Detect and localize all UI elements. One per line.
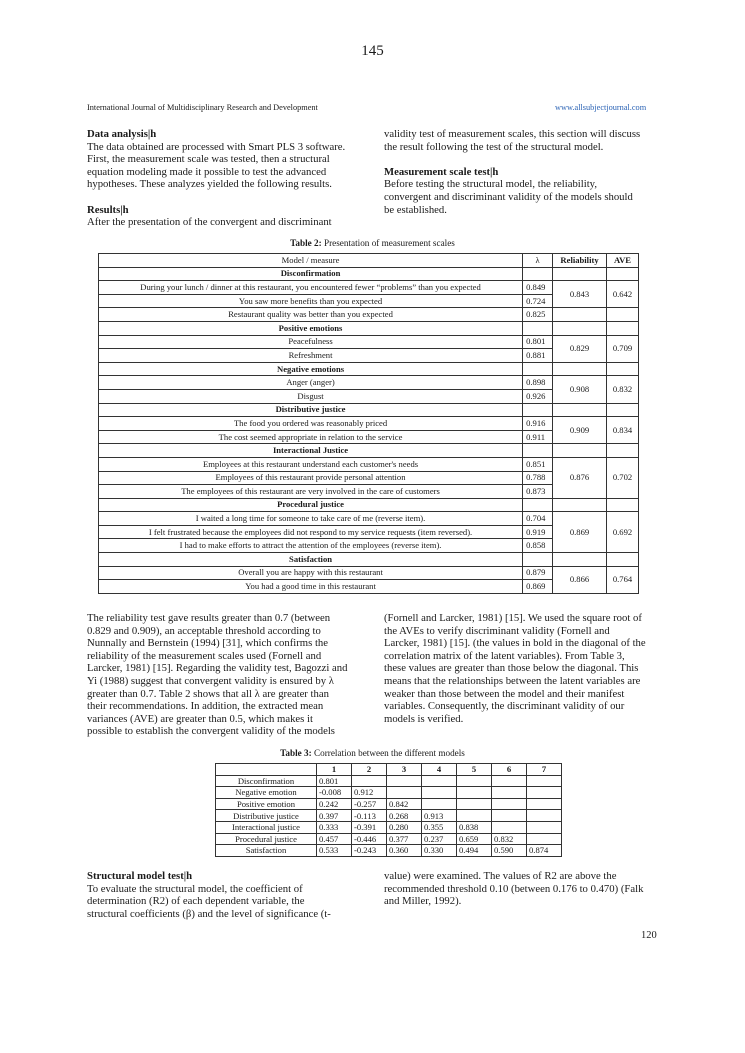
empty-cell [523,362,553,376]
column-top-right [384,128,655,216]
lambda-value: 0.849 [523,281,553,295]
table-row [99,335,639,349]
empty-cell [553,553,607,567]
text-line: After the presentation of the convergent and discriminant [87,216,332,229]
correlation-cell [457,775,492,787]
ave-value: 0.709 [607,335,639,362]
ave-value: 0.702 [607,457,639,498]
correlation-cell: -0.446 [352,833,387,845]
item-text: Employees at this restaurant understand each customer's needs [99,457,523,471]
correlation-cell: 0.533 [317,845,352,857]
text-line: the result following the test of the structural model. [384,140,604,153]
correlation-cell: 0.377 [387,833,422,845]
text-line: structural coefficients (β) and the level of significance (t- [87,907,331,920]
correlation-cell: 0.832 [492,833,527,845]
lambda-value: 0.911 [523,430,553,444]
correlation-cell: 0.360 [387,845,422,857]
column-header: 6 [492,764,527,776]
lambda-value: 0.873 [523,485,553,499]
empty-cell [607,321,639,335]
correlation-cell: 0.494 [457,845,492,857]
ave-value: 0.692 [607,512,639,553]
empty-cell [607,308,639,322]
ave-value: 0.834 [607,417,639,444]
page-number-top: 145 [361,43,384,59]
empty-cell [553,308,607,322]
row-label: Distributive justice [216,810,317,822]
reliability-value: 0.876 [553,457,607,498]
empty-cell [607,362,639,376]
correlation-cell: 0.590 [492,845,527,857]
table-row [216,845,562,857]
correlation-cell [527,775,562,787]
text-line: validity test of measurement scales, this section will discuss [384,128,641,140]
ave-value: 0.832 [607,376,639,403]
table-row [216,787,562,799]
table-row [99,512,639,526]
empty-cell [607,444,639,458]
correlation-cell [527,787,562,799]
header-lambda: λ [523,254,553,268]
section-heading: Results|h [87,203,129,216]
text-line: To evaluate the structural model, the coefficient of [87,882,303,895]
spacer [87,191,359,204]
group-header: Negative emotions [99,362,523,376]
correlation-cell: 0.842 [387,798,422,810]
text-line: 0.829 and 0.909), an acceptable threshold according to [87,624,321,637]
row-label: Negative emotion [216,787,317,799]
column-bottom-right [384,870,655,908]
row-label: Disconfirmation [216,775,317,787]
item-text: You had a good time in this restaurant [99,580,523,594]
spacer [384,153,655,166]
group-header: Disconfirmation [99,267,523,281]
table-row [99,376,639,390]
correlation-cell: 0.268 [387,810,422,822]
column-bottom-left [87,870,359,920]
text-line: correlation matrix of the latent variables). From Table 3, [384,649,625,662]
lambda-value: 0.801 [523,335,553,349]
section-heading: Data analysis|h [87,128,157,140]
text-line: variances (AVE) are greater than 0.5, which makes it [87,712,313,725]
empty-cell [553,444,607,458]
text-line: equation modeling made it possible to test the advanced [87,165,327,178]
text-line: convergent and discriminant validity of the models should [384,190,633,203]
column-header: 5 [457,764,492,776]
text-line: Larcker, 1981) [15]. (the values in bold in the diagonal of the [384,637,646,650]
text-line: Before testing the structural model, the reliability, [384,178,597,191]
row-label: Satisfaction [216,845,317,857]
column-mid-left [87,612,359,738]
lambda-value: 0.898 [523,376,553,390]
text-line: greater than 0.7. Table 2 shows that all λ are greater than [87,687,329,700]
text-line: recommended threshold 0.10 (between 0.176 to 0.470) (Falk [384,882,644,895]
correlation-cell [457,787,492,799]
lambda-value: 0.724 [523,294,553,308]
reliability-value: 0.908 [553,376,607,403]
header-reliability: Reliability [553,254,607,268]
empty-cell [607,267,639,281]
lambda-value: 0.788 [523,471,553,485]
correlation-cell [527,798,562,810]
text-line: Larcker, 1981) [15]. Regarding the validity test, Bagozzi and [87,662,348,675]
correlation-cell: -0.257 [352,798,387,810]
header-ave: AVE [607,254,639,268]
correlation-cell: 0.280 [387,821,422,833]
correlation-cell: 0.874 [527,845,562,857]
correlation-cell: -0.113 [352,810,387,822]
item-text: The employees of this restaurant are very involved in the care of customers [99,485,523,499]
item-text: During your lunch / dinner at this restaurant, you encountered fewer “problems” than you expected [99,281,523,295]
correlation-cell [422,787,457,799]
item-text: Refreshment [99,349,523,363]
correlation-cell [387,775,422,787]
row-label: Interactional justice [216,821,317,833]
text-line: Yi (1988) suggest that convergent validity is ensured by λ [87,674,334,687]
correlation-cell: -0.008 [317,787,352,799]
table2-caption: Table 2: Presentation of measurement scales [290,238,455,248]
item-text: Disgust [99,389,523,403]
column-header: 1 [317,764,352,776]
correlation-cell [492,787,527,799]
row-label: Positive emotion [216,798,317,810]
column-top-left [87,128,359,229]
empty-cell [553,362,607,376]
column-header: 7 [527,764,562,776]
table-row [99,457,639,471]
correlation-cell [422,798,457,810]
column-mid-right [384,612,655,725]
page-number-bottom: 120 [641,930,657,941]
item-text: You saw more benefits than you expected [99,294,523,308]
table-row [99,308,639,322]
correlation-cell: 0.355 [422,821,457,833]
journal-url[interactable]: www.allsubjectjournal.com [555,103,647,112]
table-row [216,798,562,810]
text-line: models is verified. [384,712,464,725]
text-line: (Fornell and Larcker, 1981) [15]. We used the square root of [384,612,642,624]
correlation-cell [492,810,527,822]
correlation-cell: 0.801 [317,775,352,787]
section-heading: Measurement scale test|h [384,165,499,178]
correlation-cell: 0.242 [317,798,352,810]
correlation-cell: -0.243 [352,845,387,857]
group-header: Procedural justice [99,498,523,512]
table-row [99,566,639,580]
item-text: The cost seemed appropriate in relation to the service [99,430,523,444]
text-line: variables. Consequently, the discriminant validity of our [384,700,625,713]
table-row [216,810,562,822]
text-line: reliability of the measurement scales used (Fornell and [87,649,322,662]
header-model: Model / measure [99,254,523,268]
empty-cell [553,267,607,281]
text-line: determination (R2) of each dependent variable, the [87,895,305,908]
reliability-value: 0.829 [553,335,607,362]
reliability-value: 0.869 [553,512,607,553]
empty-cell [523,553,553,567]
empty-cell [523,498,553,512]
lambda-value: 0.825 [523,308,553,322]
lambda-value: 0.704 [523,512,553,526]
text-line: these values are greater than those below the diagonal. This [384,662,639,675]
correlation-cell [352,775,387,787]
item-text: Anger (anger) [99,376,523,390]
empty-cell [523,321,553,335]
correlation-cell: 0.659 [457,833,492,845]
item-text: I felt frustrated because the employees did not respond to my service requests (item reversed). [99,525,523,539]
correlation-cell: 0.333 [317,821,352,833]
text-line: means that the relationships between the latent variables are [384,674,641,687]
empty-cell [523,403,553,417]
table-row [99,281,639,295]
item-text: Employees of this restaurant provide personal attention [99,471,523,485]
text-line: Nunnally and Bernstein (1994) [31], which confirms the [87,637,329,650]
group-header: Interactional Justice [99,444,523,458]
empty-cell [523,444,553,458]
lambda-value: 0.926 [523,389,553,403]
correlation-cell [387,787,422,799]
section-heading: Structural model test|h [87,870,193,882]
measurement-scales-table [98,253,639,594]
text-line: First, the measurement scale was tested, then a structural [87,153,330,166]
row-label: Procedural justice [216,833,317,845]
correlation-cell [492,798,527,810]
corner-cell [216,764,317,776]
text-line: weaker than those between the model and their manifest [384,687,625,700]
correlation-cell [527,833,562,845]
text-line: hypotheses. These analyzes yielded the following results. [87,178,332,191]
text-line: their recommendations. In addition, the extracted mean [87,700,324,713]
table-row [216,821,562,833]
correlation-table [215,763,562,857]
lambda-value: 0.869 [523,580,553,594]
column-header: 2 [352,764,387,776]
empty-cell [607,553,639,567]
lambda-value: 0.879 [523,566,553,580]
lambda-value: 0.858 [523,539,553,553]
table-row [216,833,562,845]
correlation-cell [457,798,492,810]
text-line: possible to establish the convergent validity of the models [87,725,335,738]
text-line: The reliability test gave results greater than 0.7 (between [87,612,331,624]
correlation-cell: 0.397 [317,810,352,822]
correlation-cell [527,810,562,822]
lambda-value: 0.851 [523,457,553,471]
reliability-value: 0.843 [553,281,607,308]
group-header: Positive emotions [99,321,523,335]
lambda-value: 0.881 [523,349,553,363]
correlation-cell: 0.330 [422,845,457,857]
correlation-cell: 0.237 [422,833,457,845]
correlation-cell [527,821,562,833]
item-text: I had to make efforts to attract the attention of the employees (reverse item). [99,539,523,553]
empty-cell [553,321,607,335]
item-text: The food you ordered was reasonably priced [99,417,523,431]
correlation-cell: 0.912 [352,787,387,799]
item-text: Restaurant quality was better than you expected [99,308,523,322]
item-text: Overall you are happy with this restaurant [99,566,523,580]
correlation-cell [457,810,492,822]
table-row [216,775,562,787]
lambda-value: 0.916 [523,417,553,431]
empty-cell [553,498,607,512]
lambda-value: 0.919 [523,525,553,539]
column-header: 3 [387,764,422,776]
correlation-cell: 0.838 [457,821,492,833]
table3-caption: Table 3: Correlation between the different models [280,748,465,758]
table-row [99,417,639,431]
ave-value: 0.642 [607,281,639,308]
correlation-cell: 0.913 [422,810,457,822]
correlation-cell: 0.457 [317,833,352,845]
empty-cell [553,403,607,417]
text-line: and Miller, 1992). [384,895,462,908]
reliability-value: 0.909 [553,417,607,444]
group-header: Satisfaction [99,553,523,567]
text-line: the AVEs to verify discriminant validity (Fornell and [384,624,610,637]
correlation-cell [492,821,527,833]
reliability-value: 0.866 [553,566,607,593]
column-header: 4 [422,764,457,776]
empty-cell [607,403,639,417]
ave-value: 0.764 [607,566,639,593]
journal-title: International Journal of Multidisciplinary Research and Development [87,103,318,112]
text-line: The data obtained are processed with Smart PLS 3 software. [87,140,346,153]
text-line: value) were examined. The values of R2 are above the [384,870,617,882]
item-text: I waited a long time for someone to take care of me (reverse item). [99,512,523,526]
empty-cell [607,498,639,512]
item-text: Peacefulness [99,335,523,349]
correlation-cell [492,775,527,787]
correlation-cell: -0.391 [352,821,387,833]
group-header: Distributive justice [99,403,523,417]
correlation-cell [422,775,457,787]
empty-cell [523,267,553,281]
text-line: be established. [384,203,447,216]
